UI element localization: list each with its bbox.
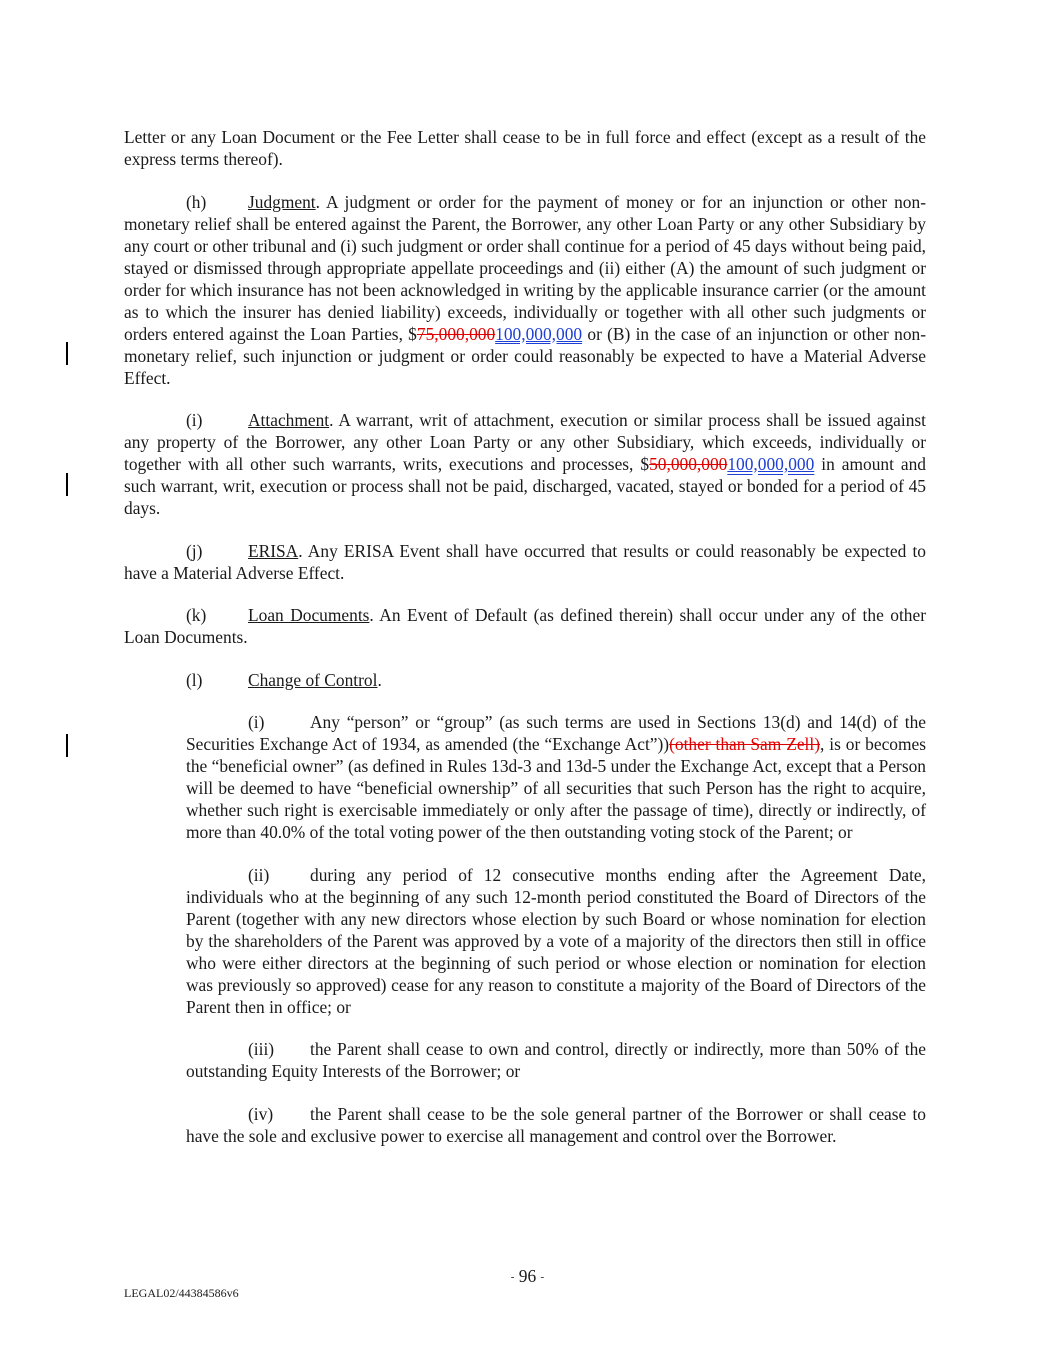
section-l-ii: (ii) during any period of 12 consecutive months ending after the Agreement Date, individuals who at the beginning of any such 12-month period constituted the Board of Directors of the Parent (together with any new directors whose election by such Board or whose nomination for election by the shareholders of the Parent was approved by a vote of a majority of the directors then still in office who were either directors at the beginning of such period or whose election or nomination for election was previously so approved) cease for any reason to constitute a majority of the Board of Directors of the Parent then in office; or [186, 864, 926, 1017]
inserted-text: 100,000,000 [495, 323, 583, 344]
section-label: (l) [186, 669, 203, 690]
section-title: Loan Documents [248, 605, 370, 625]
document-body [124, 126, 926, 1147]
intro-paragraph: Letter or any Loan Document or the Fee Letter shall cease to be in full force and effect (except as a result of the express terms thereof). [124, 127, 926, 169]
change-bar [66, 342, 68, 365]
section-title: Change of Control [248, 669, 378, 690]
inserted-text: 100,000,000 [727, 454, 815, 474]
section-l-i: (i) Any “person” or “group” (as such terms are used in Sections 13(d) and 14(d) of the Securities Exchange Act of 1934, as amended (the “Exchange Act”))(other than Sam Zell), is or becomes the “beneficial owner” (as defined in Rules 13d-3 and 13d-5 under the Exchange Act, except that a Person will be deemed to have “beneficial ownership” of all securities that such Person has the right to acquire, whether such right is exercisable immediately or only after the passage of time), directly or indirectly, of more than 40.0% of the total voting power of the then outstanding voting stock of the Parent; or [186, 712, 926, 842]
section-title: Attachment [248, 410, 330, 430]
page-number: - 96 - [510, 1266, 545, 1286]
section-title: ERISA [248, 540, 299, 561]
section-i: (i) Attachment. A warrant, writ of attachment, execution or similar process shall be issued against any property of the Borrower, any other Loan Party or any other Subsidiary, which exceeds, individually or together with all other such warrants, writs, executions and processes, $50,000,000100,000,000 in amount and such warrant, writ, execution or process shall not be paid, discharged, vacated, stayed or bonded for a period of 45 days. [124, 410, 926, 518]
document-id: LEGAL02/44384586v6 [124, 1286, 239, 1300]
deleted-text: 50,000,000 [649, 454, 728, 474]
section-label: (iii) [248, 1039, 275, 1059]
section-l-iii: (iii) the Parent shall cease to own and control, directly or indirectly, more than 50% of the outstanding Equity Interests of the Borrower; or [186, 1039, 926, 1081]
section-label: (k) [186, 605, 207, 625]
section-label: (i) [248, 712, 265, 732]
deleted-text: 75,000,000 [416, 323, 496, 344]
section-j: (j) ERISA. Any ERISA Event shall have occurred that results or could reasonably be expected to have a Material Adverse Effect. [124, 540, 926, 583]
change-bar [66, 734, 68, 757]
deleted-text: (other than Sam Zell) [669, 734, 820, 754]
section-label: (i) [186, 410, 203, 430]
section-k: (k) Loan Documents. An Event of Default (as defined therein) shall occur under any of the other Loan Documents. [124, 605, 926, 647]
section-label: (ii) [248, 864, 270, 885]
section-title: Judgment [248, 191, 316, 212]
change-bar [66, 473, 68, 496]
section-l-iv: (iv) the Parent shall cease to be the sole general partner of the Borrower or shall cease to have the sole and exclusive power to exercise all management and control over the Borrower. [186, 1103, 926, 1146]
section-label: (iv) [248, 1103, 274, 1124]
section-label: (h) [186, 191, 207, 212]
section-label: (j) [186, 540, 203, 561]
section-h: (h) Judgment. A judgment or order for the payment of money or for an injunction or other non-monetary relief shall be entered against the Parent, the Borrower, any other Loan Party or any other Subsidiary by any court or other tribunal and (i) such judgment or order shall continue for a period of 45 days without being paid, stayed or dismissed through appropriate appellate proceedings and (ii) either (A) the amount of such judgment or order for which insurance has not been acknowledged in writing by the applicable insurance carrier (or the amount as to which the insurer has denied liability) exceeds, individually or together with all other such judgments or orders entered against the Loan Parties, $75,000,000100,000,000 or (B) in the case of an injunction or other non-monetary relief, such injunction or judgment or order could reasonably be expected to have a Material Adverse Effect. [124, 191, 926, 388]
section-l: (l) Change of Control. [186, 669, 382, 690]
